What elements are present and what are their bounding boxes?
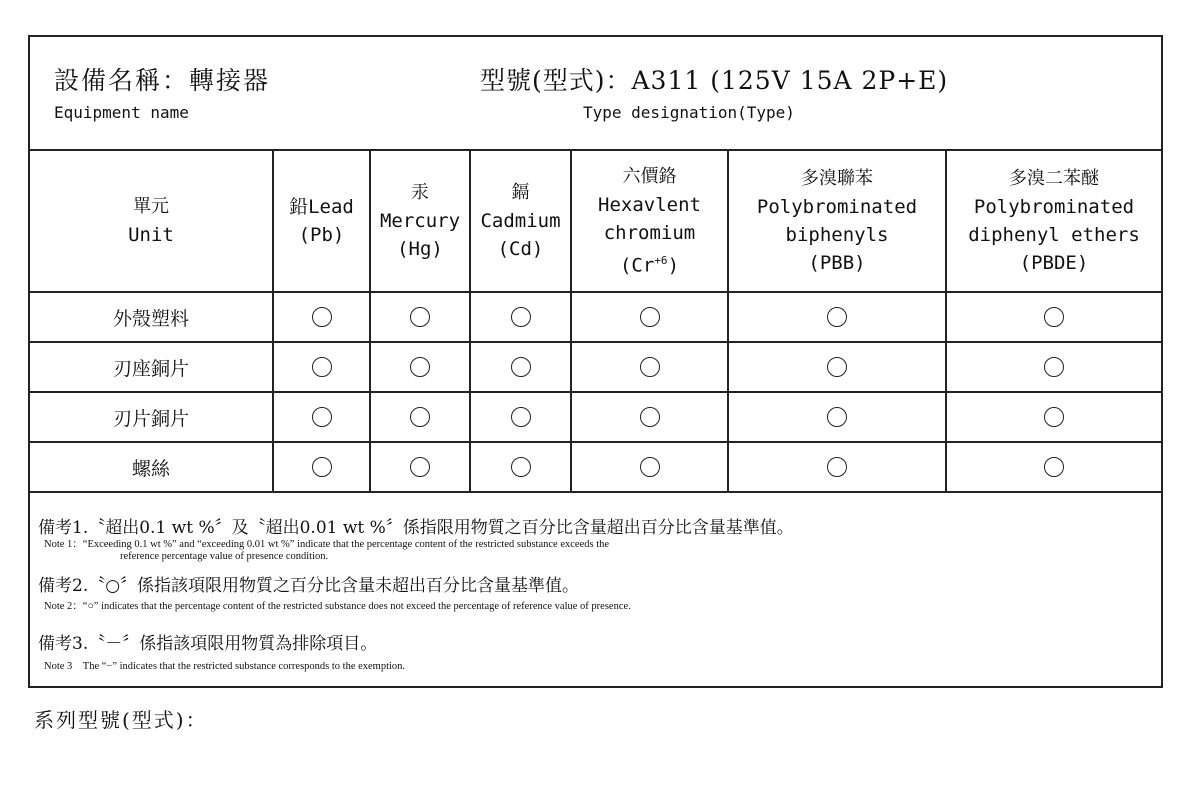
note-1-zh: 備考1.〝超出0.1 wt %〞及〝超出0.01 wt %〞係指限用物質之百分比含量超出百分比含量基準值。 — [38, 518, 794, 538]
col-header-pbb — [728, 151, 946, 292]
table-row — [30, 392, 1161, 442]
circle-mark-icon — [1044, 357, 1064, 377]
circle-mark-icon — [640, 407, 660, 427]
col-header-formula — [572, 247, 727, 279]
col-header-en: (PBB) — [808, 252, 866, 274]
table-cell — [470, 442, 571, 492]
substance-table — [30, 151, 1161, 493]
col-header-zh: 多溴聯苯 — [801, 168, 873, 189]
circle-mark-icon — [1044, 457, 1064, 477]
col-header-en: chromium — [603, 221, 696, 244]
circle-mark-icon — [312, 457, 332, 477]
circle-mark-icon — [410, 407, 430, 427]
circle-mark-icon — [640, 357, 660, 377]
col-header-en: Mercury — [379, 210, 461, 232]
table-row — [30, 442, 1161, 492]
table-row — [30, 342, 1161, 392]
table-cell — [470, 392, 571, 442]
col-header-pbde — [946, 151, 1161, 292]
header-section — [30, 37, 1161, 151]
note-1-en: Note 1：“Exceeding 0.1 wt %” and “exceeding 0.01 wt %” indicate that the percentage content of the restricted substance exceeds the — [44, 539, 610, 550]
col-header-zh: 多溴二苯醚 — [1009, 168, 1099, 189]
circle-mark-icon — [410, 307, 430, 327]
circle-mark-icon — [511, 307, 531, 327]
table-cell — [946, 442, 1161, 492]
type-designation-zh: 型號(型式)：A311 (125V 15A 2P+E) — [480, 66, 949, 95]
col-header-zh: 六價鉻 — [622, 165, 677, 187]
circle-mark-icon — [511, 357, 531, 377]
table-cell — [273, 292, 370, 342]
table-cell — [273, 442, 370, 492]
note-3-en: Note 3 The “−” indicates that the restricted substance corresponds to the exemption. — [44, 661, 406, 672]
circle-mark-icon — [827, 407, 847, 427]
table-cell — [370, 292, 470, 342]
row-label: 外殼塑料 — [30, 292, 273, 342]
note-1-en-cont: reference percentage value of presence condition. — [120, 551, 329, 562]
col-header-unit — [30, 151, 273, 292]
col-header-en: (Cd) — [497, 238, 544, 260]
table-cell — [728, 292, 946, 342]
table-cell — [571, 342, 728, 392]
circle-mark-icon — [1044, 307, 1064, 327]
table-cell — [470, 292, 571, 342]
circle-mark-icon — [410, 357, 430, 377]
circle-mark-icon — [312, 357, 332, 377]
circle-mark-icon — [410, 457, 430, 477]
series-model-label: 系列型號(型式)： — [34, 708, 208, 732]
type-designation-en: Type designation(Type) — [583, 103, 795, 122]
formula-end: ) — [667, 254, 680, 277]
note-3-zh: 備考3.〝－〞係指該項限用物質為排除項目。 — [38, 634, 378, 654]
col-header-hexavalent-chromium — [571, 151, 728, 292]
equipment-name-en: Equipment name — [54, 103, 189, 122]
table-cell — [273, 392, 370, 442]
col-header-en: (Pb) — [298, 224, 345, 246]
table-cell — [946, 342, 1161, 392]
circle-mark-icon — [827, 307, 847, 327]
col-header-en: (PBDE) — [1019, 252, 1089, 274]
table-cell — [946, 292, 1161, 342]
col-header-en: Polybrominated — [756, 196, 918, 218]
col-header-en: Polybrominated — [973, 196, 1135, 218]
column-header-row — [30, 151, 1161, 292]
table-cell — [370, 342, 470, 392]
table-cell — [946, 392, 1161, 442]
circle-mark-icon — [827, 357, 847, 377]
circle-mark-icon — [640, 307, 660, 327]
col-header-en: diphenyl ethers — [968, 224, 1140, 246]
table-cell — [571, 292, 728, 342]
equipment-name-zh: 設備名稱：轉接器 — [54, 66, 271, 95]
col-header-zh: 汞 — [411, 182, 429, 203]
table-cell — [470, 342, 571, 392]
col-header-zh: 鎘 — [511, 182, 530, 203]
row-label: 刃片銅片 — [30, 392, 273, 442]
circle-mark-icon — [312, 307, 332, 327]
row-label: 刃座銅片 — [30, 342, 273, 392]
notes-section — [30, 499, 1161, 688]
col-header-cadmium — [470, 151, 571, 292]
circle-mark-icon — [640, 457, 660, 477]
table-cell — [571, 392, 728, 442]
col-header-en: Hexavlent — [598, 193, 701, 216]
col-header-en: Cadmium — [480, 210, 561, 232]
table-cell — [273, 342, 370, 392]
table-cell — [728, 392, 946, 442]
circle-mark-icon — [1044, 407, 1064, 427]
table-row — [30, 292, 1161, 342]
circle-mark-icon — [312, 407, 332, 427]
note-2-zh: 備考2.〝○〞係指該項限用物質之百分比含量未超出百分比含量基準值。 — [38, 576, 580, 596]
col-header-lead — [273, 151, 370, 292]
col-header-en: (Hg) — [397, 238, 443, 260]
row-label: 螺絲 — [30, 442, 273, 492]
formula-base: (Cr — [619, 254, 655, 277]
declaration-frame — [28, 35, 1163, 688]
table-cell — [728, 342, 946, 392]
col-header-en: biphenyls — [785, 224, 889, 246]
note-2-en: Note 2：“○” indicates that the percentage content of the restricted substance does not exceed the percentage of reference value of presence. — [44, 601, 631, 612]
col-header-zh: 鉛Lead — [289, 196, 354, 218]
col-header-en: Unit — [128, 224, 174, 246]
circle-mark-icon — [511, 407, 531, 427]
formula-superscript: +6 — [654, 253, 668, 267]
table-cell — [571, 442, 728, 492]
table-cell — [728, 442, 946, 492]
circle-mark-icon — [511, 457, 531, 477]
col-header-zh: 單元 — [133, 196, 169, 217]
col-header-mercury — [370, 151, 470, 292]
table-cell — [370, 442, 470, 492]
circle-mark-icon — [827, 457, 847, 477]
table-cell — [370, 392, 470, 442]
